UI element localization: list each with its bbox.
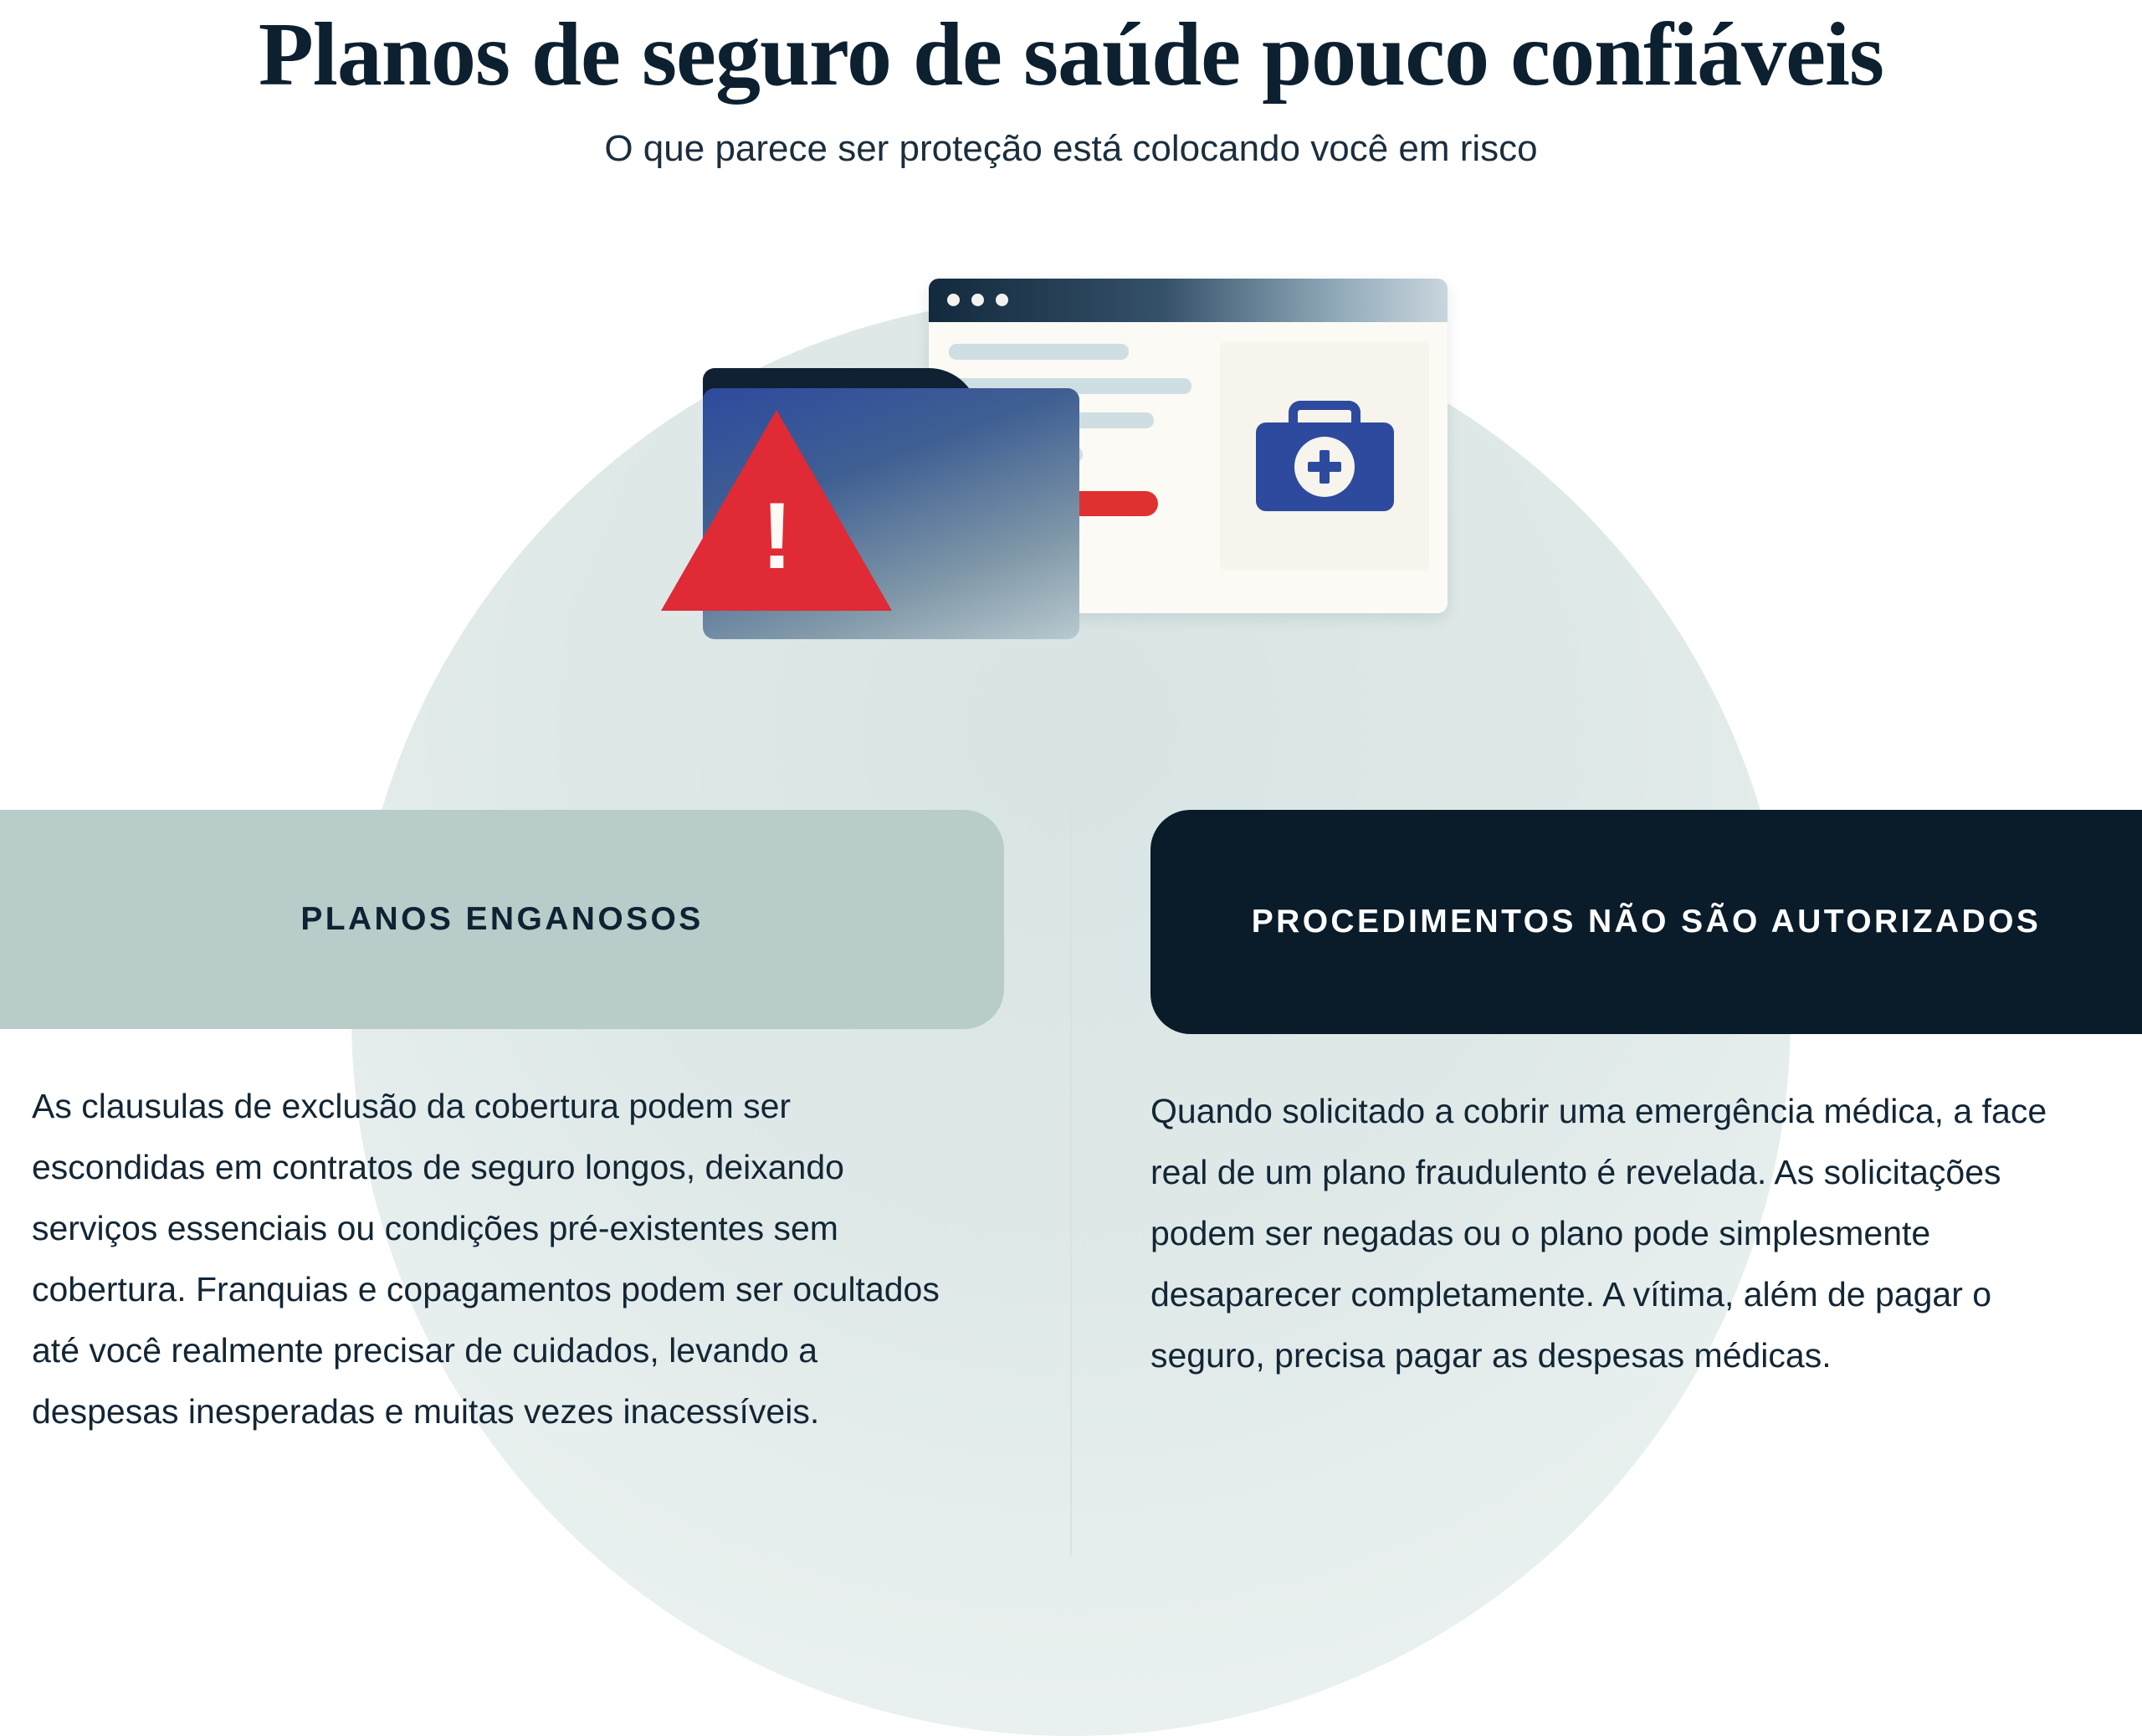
medkit-body-shape — [1256, 422, 1394, 511]
medkit-cross-icon — [1294, 437, 1355, 497]
medical-kit-panel — [1220, 342, 1429, 570]
browser-dot-icon — [947, 294, 960, 306]
page-title: Planos de seguro de saúde pouco confiáveis — [258, 5, 1884, 105]
hero-illustration — [0, 205, 2142, 749]
page-header — [0, 0, 2142, 170]
page-subtitle: O que parece ser proteção está colocando você em risco — [604, 127, 1538, 169]
column-body-left: As clausulas de exclusão da cobertura podem ser escondidas em contratos de seguro longos, deixando serviços essenciais ou condições pré-existentes sem cobertura. Franquias e copagamentos podem ser ocultados até você realmente precisar de cuidados, levando a despesas inesperadas e muitas vezes inacessíveis. — [32, 1087, 940, 1431]
medical-kit-icon — [1256, 401, 1394, 511]
column-heading-badge-right: PROCEDIMENTOS NÃO SÃO AUTORIZADOS — [1150, 810, 2142, 1034]
browser-dot-icon — [971, 294, 984, 306]
column-deceptive-plans — [0, 810, 1071, 1442]
placeholder-line — [949, 344, 1129, 360]
column-unauthorized-procedures — [1071, 810, 2142, 1442]
content-columns — [0, 810, 2142, 1442]
column-heading-badge-left: PLANOS ENGANOSOS — [0, 810, 1004, 1029]
browser-dot-icon — [996, 294, 1008, 306]
warning-exclamation-label: ! — [761, 483, 793, 588]
illustration-group — [653, 205, 1489, 740]
browser-title-bar — [929, 279, 1448, 322]
column-body-right: Quando solicitado a cobrir uma emergência médica, a face real de um plano fraudulento é revelada. As solicitações podem ser negadas ou o plano pode simplesmente desaparecer completamente. A vítima, além de pagar o seguro, precisa pagar as despesas médicas. — [1150, 1092, 2047, 1375]
